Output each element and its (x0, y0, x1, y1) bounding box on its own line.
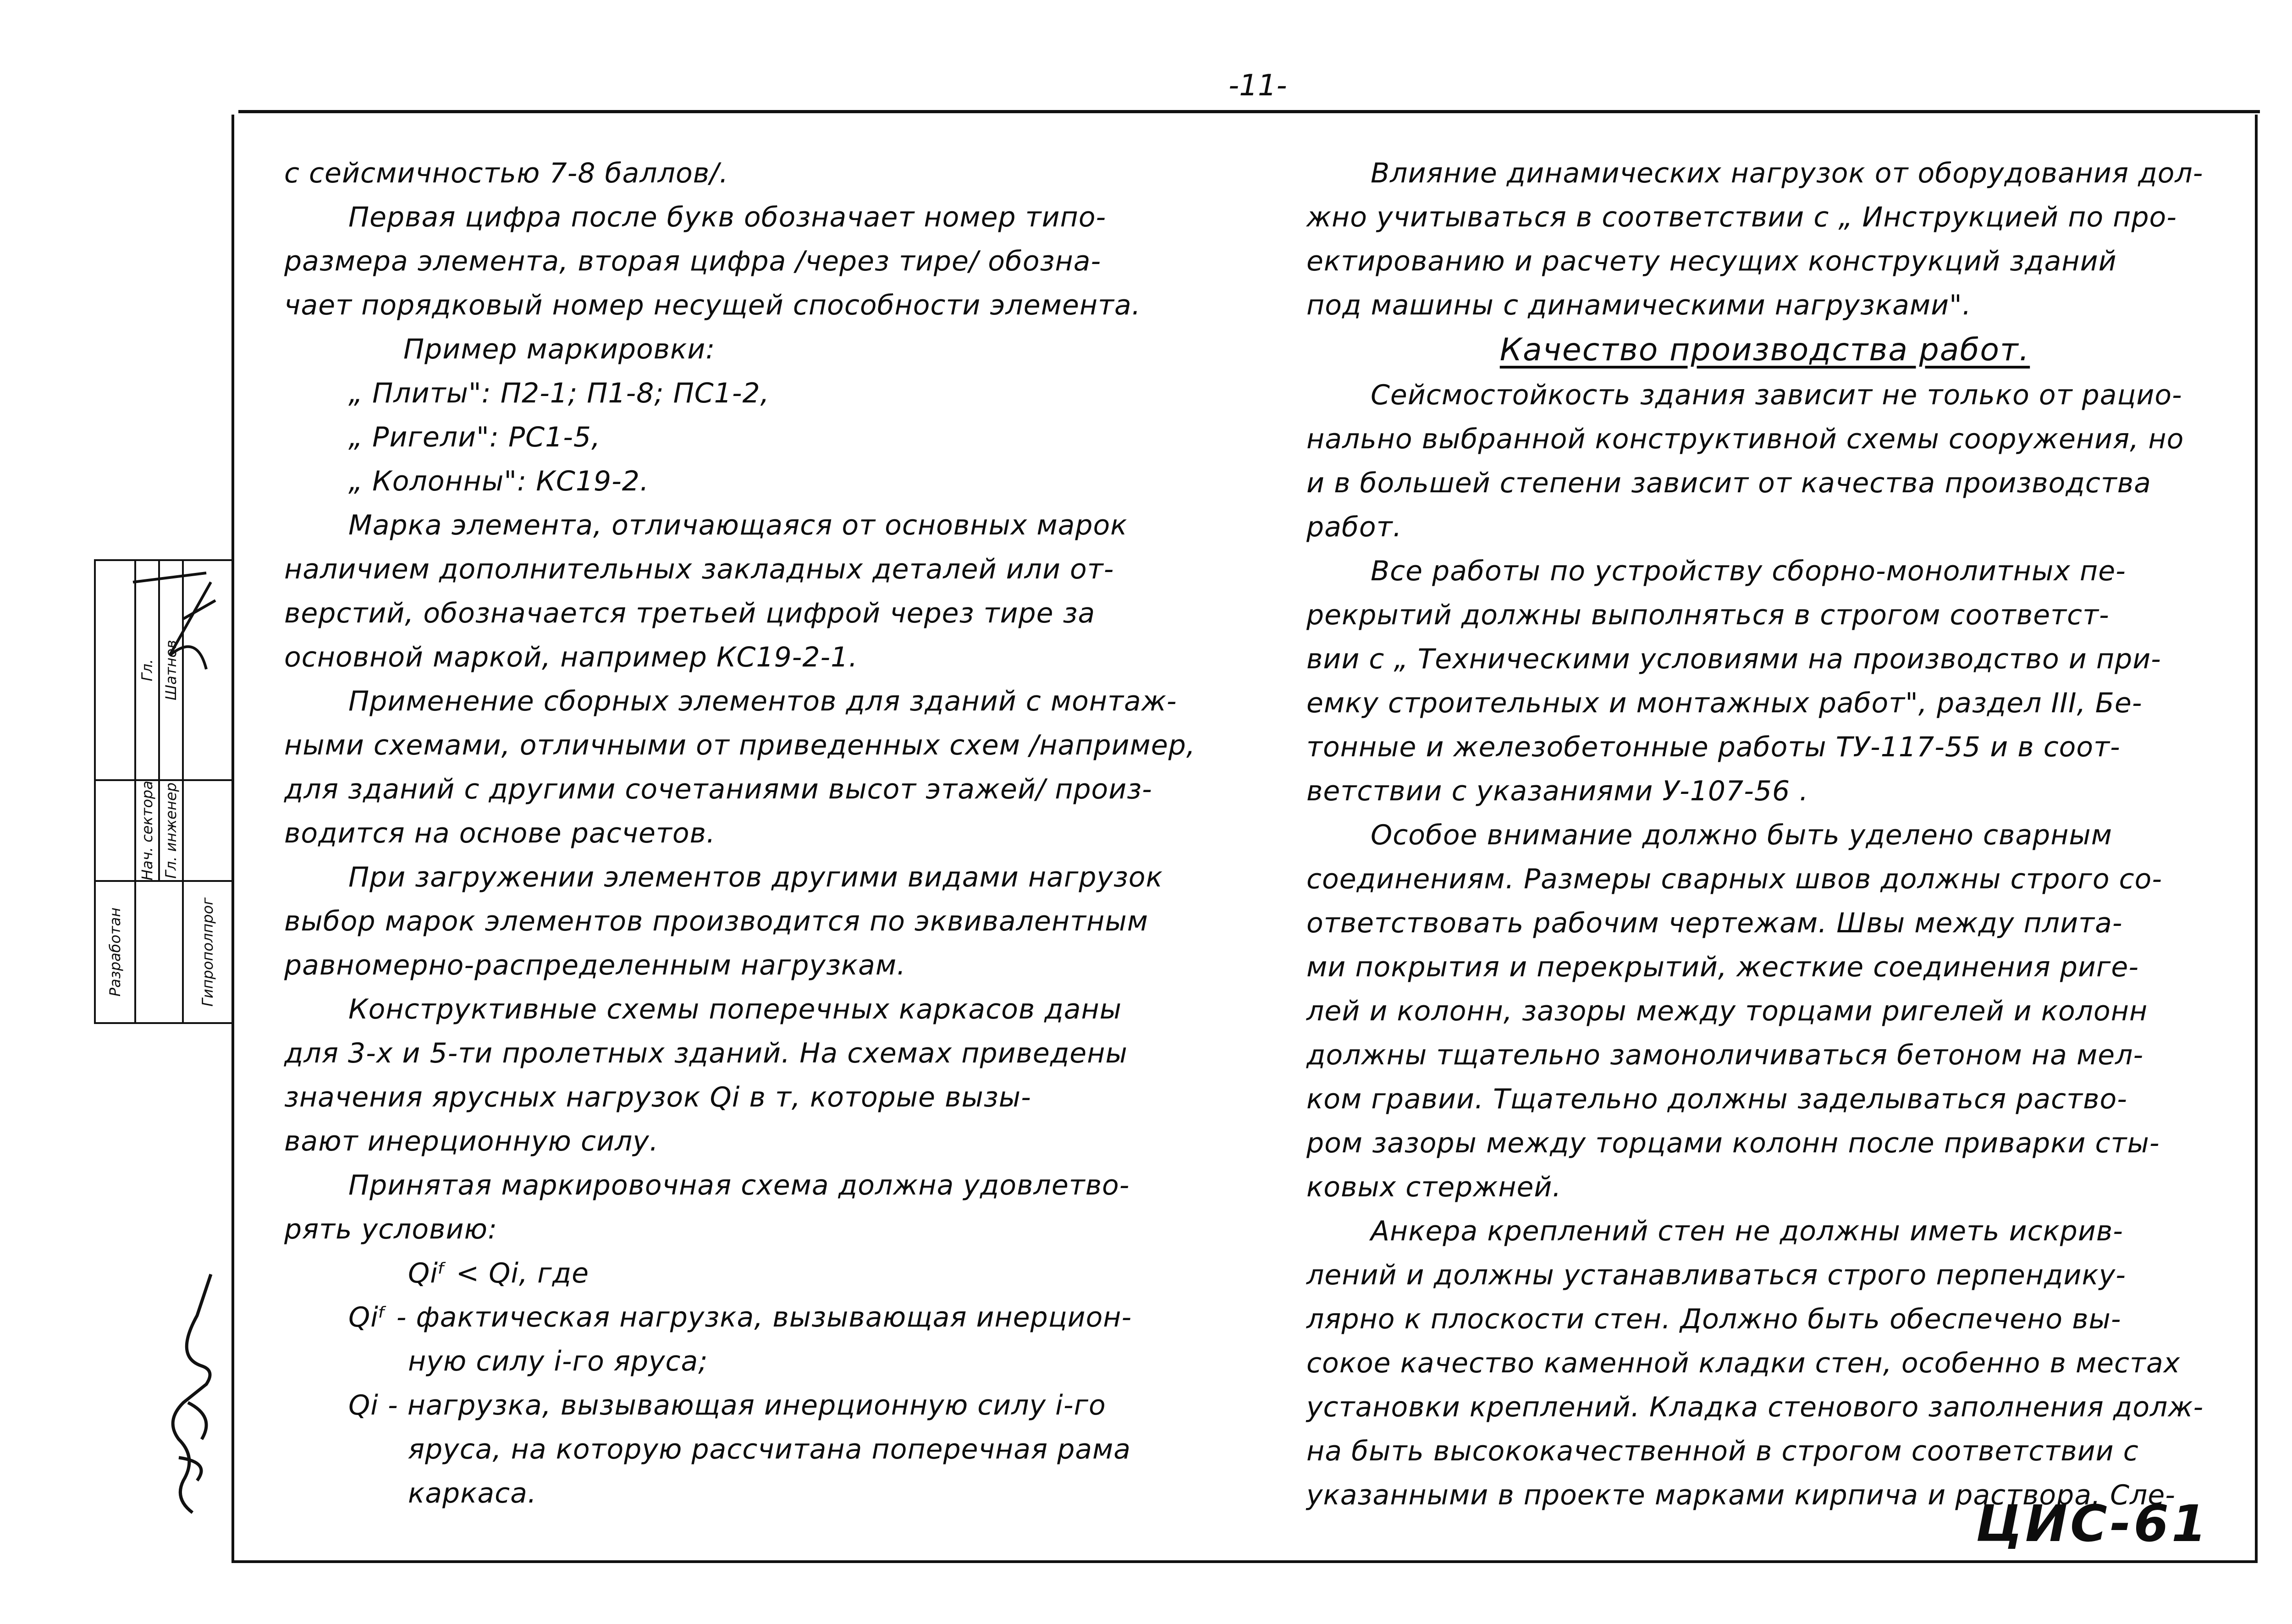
text-line: ответствовать рабочим чертежам. Швы между плита- (1306, 907, 2123, 939)
stamp-cell (135, 780, 159, 881)
stamp-role: Разработан (106, 907, 124, 997)
stamp-cell (95, 780, 135, 881)
text-line: „ Плиты": П2-1; П1-8; ПС1-2, (348, 377, 770, 409)
text-line: лей и колонн, зазоры между торцами ригелей и колонн (1306, 995, 2148, 1027)
text-line: Сейсмостойкость здания зависит не только от рацио- (1371, 379, 2182, 411)
text-line: ковых стержней. (1306, 1171, 1562, 1203)
stamp-role: Гл. (138, 659, 156, 682)
text-line: рять условию: (284, 1213, 498, 1245)
text-line: Qiᶠ - фактическая нагрузка, вызывающая инерцион- (348, 1301, 1132, 1333)
text-line: яруса, на которую рассчитана поперечная рама (408, 1433, 1131, 1465)
text-line: соединениям. Размеры сварных швов должны строго со- (1306, 863, 2162, 895)
stamp-role: Гл. инженер (162, 782, 180, 879)
text-line: Влияние динамических нагрузок от оборудования дол- (1371, 157, 2204, 189)
text-line: Первая цифра после букв обозначает номер типо- (348, 201, 1107, 233)
text-line: должны тщательно замоноличиваться бетоном на мел- (1306, 1039, 2144, 1071)
stamp-cell (135, 881, 183, 1023)
stamp-org: Гипрополпрог (199, 897, 216, 1007)
text-line: каркаса. (408, 1477, 537, 1509)
left-text-column (284, 151, 1238, 1515)
text-line: Принятая маркировочная схема должна удовлетво- (348, 1169, 1130, 1201)
text-line: лярно к плоскости стен. Должно быть обеспечено вы- (1306, 1303, 2121, 1335)
stamp-name: Шатнев (162, 640, 180, 700)
text-line: „ Колонны": КС19-2. (348, 465, 649, 497)
text-line: При загружении элементов другими видами нагрузок (348, 861, 1163, 893)
text-line: Марка элемента, отличающаяся от основных марок (348, 509, 1128, 541)
text-line: с сейсмичностью 7-8 баллов/. (284, 157, 729, 189)
text-line: вают инерционную силу. (284, 1125, 659, 1157)
text-line: Конструктивные схемы поперечных каркасов даны (348, 993, 1122, 1025)
text-line: чает порядковый номер несущей способности элемента. (284, 289, 1141, 321)
section-heading: Качество производства работ. (1499, 332, 2030, 368)
text-line: вии с „ Техническими условиями на производство и при- (1306, 643, 2161, 675)
text-line: Все работы по устройству сборно-монолитных пе- (1371, 555, 2126, 587)
stamp-signature-mark (115, 564, 225, 683)
text-line: жно учитываться в соответствии с „ Инструкцией по про- (1306, 201, 2177, 233)
text-line: Qi - нагрузка, вызывающая инерционную силу i-го (348, 1389, 1106, 1421)
text-line: ветствии с указаниями У-107-56 . (1306, 775, 1809, 807)
text-line: Особое внимание должно быть уделено сварным (1371, 819, 2113, 851)
text-line: для 3-х и 5-ти пролетных зданий. На схемах приведены (284, 1037, 1128, 1069)
formula-line: Qiᶠ < Qi, где (408, 1257, 590, 1289)
text-line: Анкера креплений стен не должны иметь искрив- (1371, 1215, 2123, 1247)
handwritten-signature (147, 1265, 238, 1522)
text-line: водится на основе расчетов. (284, 817, 716, 849)
text-line: ектированию и расчету несущих конструкций зданий (1306, 245, 2117, 277)
page-number: -11- (1229, 69, 1287, 103)
text-line: ком гравии. Тщательно должны заделываться раство- (1306, 1083, 2127, 1115)
text-line: нально выбранной конструктивной схемы сооружения, но (1306, 423, 2184, 455)
text-line: ную силу i-го яруса; (408, 1345, 708, 1377)
text-line: ными схемами, отличными от приведенных схем /например, (284, 729, 1196, 761)
stamp-cell (183, 881, 232, 1023)
text-line: Пример маркировки: (403, 333, 716, 365)
text-line: тонные и железобетонные работы ТУ-117-55 и в соот- (1306, 731, 2121, 763)
text-line: ми покрытия и перекрытий, жесткие соединения риге- (1306, 951, 2139, 983)
stamp-cell (159, 780, 183, 881)
text-line: лений и должны устанавливаться строго перпендику- (1306, 1259, 2126, 1291)
text-line: указанными в проекте марками кирпича и раствора. Сле- (1306, 1479, 2176, 1511)
text-line: для зданий с другими сочетаниями высот этажей/ произ- (284, 773, 1152, 805)
text-line: емку строительных и монтажных работ", раздел III, Бе- (1306, 687, 2143, 719)
text-line: значения ярусных нагрузок Qi в т, которые вызы- (284, 1081, 1031, 1113)
text-line: и в большей степени зависит от качества производства (1306, 467, 2151, 499)
text-line: под машины с динамическими нагрузками". (1306, 289, 1972, 321)
text-line: размера элемента, вторая цифра /через тире/ обозна- (284, 245, 1102, 277)
text-line: равномерно-распределенным нагрузкам. (284, 949, 906, 981)
text-line: на быть высококачественной в строгом соответствии с (1306, 1435, 2139, 1467)
text-line: ром зазоры между торцами колонн после приварки сты- (1306, 1127, 2160, 1159)
text-line: верстий, обозначается третьей цифрой через тире за (284, 597, 1096, 629)
text-line: рекрытий должны выполняться в строгом соответст- (1306, 599, 2110, 631)
text-line: сокое качество каменной кладки стен, особенно в местах (1306, 1347, 2181, 1379)
text-line: Применение сборных элементов для зданий с монтаж- (348, 685, 1177, 717)
stamp-cell (183, 780, 232, 881)
stamp-cell (95, 881, 135, 1023)
document-code: ЦИС-61 (1976, 1494, 2209, 1553)
text-line: работ. (1306, 511, 1402, 543)
top-rule (238, 110, 2260, 113)
stamp-role: Нач. сектора (138, 781, 156, 881)
text-line: установки креплений. Кладка стенового заполнения долж- (1306, 1391, 2204, 1423)
text-line: наличием дополнительных закладных деталей или от- (284, 553, 1114, 585)
text-line: основной маркой, например КС19-2-1. (284, 641, 858, 673)
text-line: „ Ригели": РС1-5, (348, 421, 601, 453)
text-line: выбор марок элементов производится по эквивалентным (284, 905, 1148, 937)
right-text-column (1306, 151, 2223, 1517)
